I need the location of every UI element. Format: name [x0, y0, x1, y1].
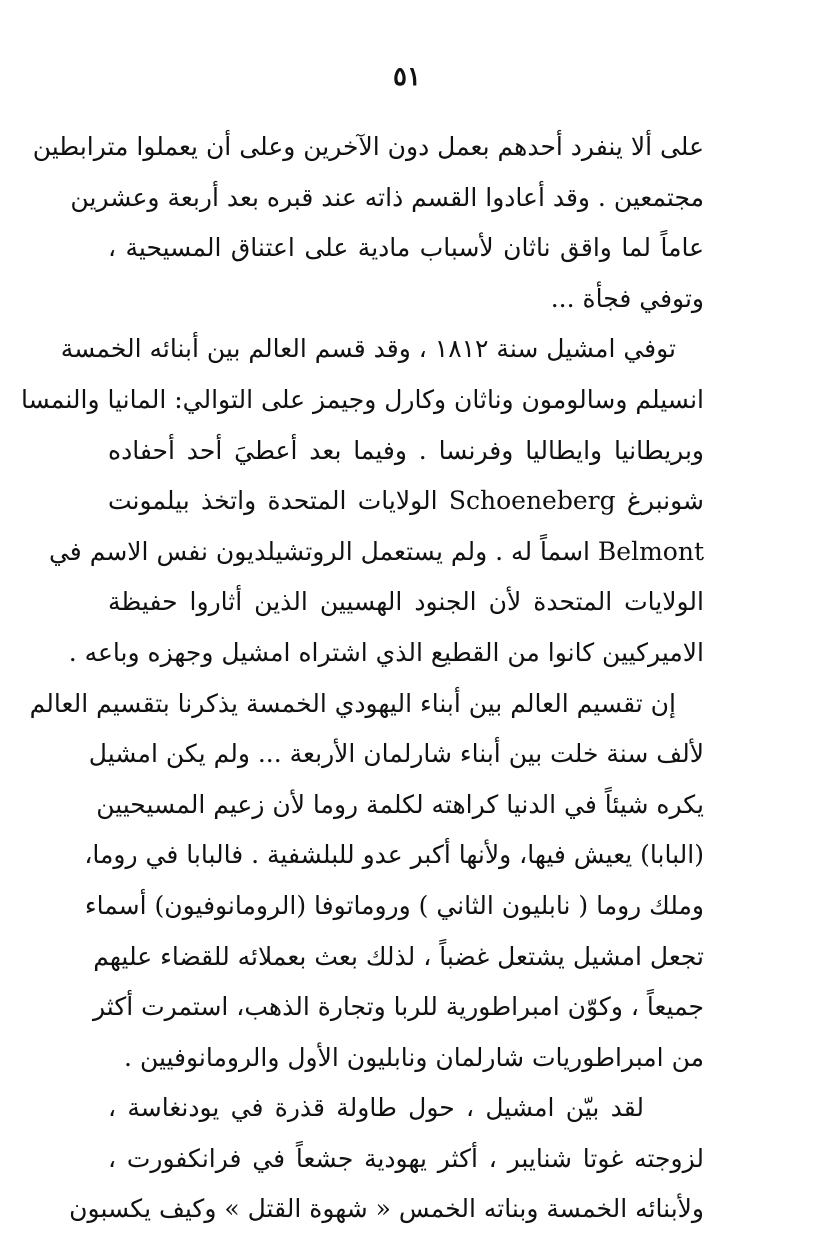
text-line: ولأبنائه الخمسة وبناته الخمس « شهوة القتل » وكيف يكسبون: [69, 1194, 704, 1224]
text-line: انسيلم وسالومون وناثان وكارل وجيمز على التوالي: المانيا والنمسا: [21, 384, 704, 414]
text-line: لقد بيّن امشيل ، حول طاولة قذرة في يودنغاسة ،: [108, 1093, 644, 1123]
text-line: يكره شيئاً في الدنيا كراهته لكلمة روما لأن زعيم المسيحيين: [96, 789, 704, 819]
text-line: وتوفي فجأة ...: [550, 283, 704, 313]
text-line: شونبرغ Schoeneberg الولايات المتحدة واتخذ بيلمونت: [108, 486, 704, 516]
text-line: على ألا ينفرد أحدهم بعمل دون الآخرين وعلى أن يعملوا مترابطين: [32, 132, 704, 161]
text-line: لزوجته غوتا شنايبر ، أكثر يهودية جشعاً في فرانكفورت ،: [108, 1143, 704, 1173]
text-line: وبريطانيا وايطاليا وفرنسا . وفيما بعد أعطيَ أحد أحفاده: [108, 435, 704, 465]
text-line: مجتمعين . وقد أعادوا القسم ذاته عند قبره بعد أربعة وعشرين: [70, 182, 704, 212]
text-line: لألف سنة خلت بين أبناء شارلمان الأربعة ... ولم يكن امشيل: [88, 739, 704, 769]
text-line: من امبراطوريات شارلمان ونابليون الأول والرومانوفيين .: [124, 1042, 704, 1072]
text-line: جميعاً ، وكوّن امبراطورية للربا وتجارة الذهب، استمرت أكثر: [93, 992, 704, 1022]
text-line: (البابا) يعيش فيها، ولأنها أكبر عدو للبلشفية . فالبابا في روما،: [84, 840, 704, 870]
text-line: تجعل امشيل يشتعل غضباً ، لذلك بعث بعملائه للقضاء عليهم: [93, 941, 704, 971]
text-line: الولايات المتحدة لأن الجنود الهسيين الذين أثاروا حفيظة: [108, 587, 704, 617]
text-line: وملك روما ( نابليون الثاني ) وروماتوفا (الرومانوفيون) أسماء: [84, 890, 704, 920]
text-line: عاماً لما واقق ناثان لأسباب مادية على اعتناق المسيحية ،: [108, 233, 704, 263]
text-line: توفي امشيل سنة ١٨١٢ ، وقد قسم العالم بين أبنائه الخمسة: [60, 334, 676, 364]
page-number: ٥١: [393, 62, 421, 92]
text-line: إن تقسيم العالم بين أبناء اليهودي الخمسة يذكرنا بتقسيم العالم: [29, 688, 676, 718]
body-text: [21, 122, 704, 1235]
text-line: الاميركيين كانوا من القطيع الذي اشتراه امشيل وجهزه وباعه .: [68, 637, 704, 667]
text-line: Belmont اسماً له . ولم يستعمل الروتشيلديون نفس الاسم في: [48, 536, 704, 566]
